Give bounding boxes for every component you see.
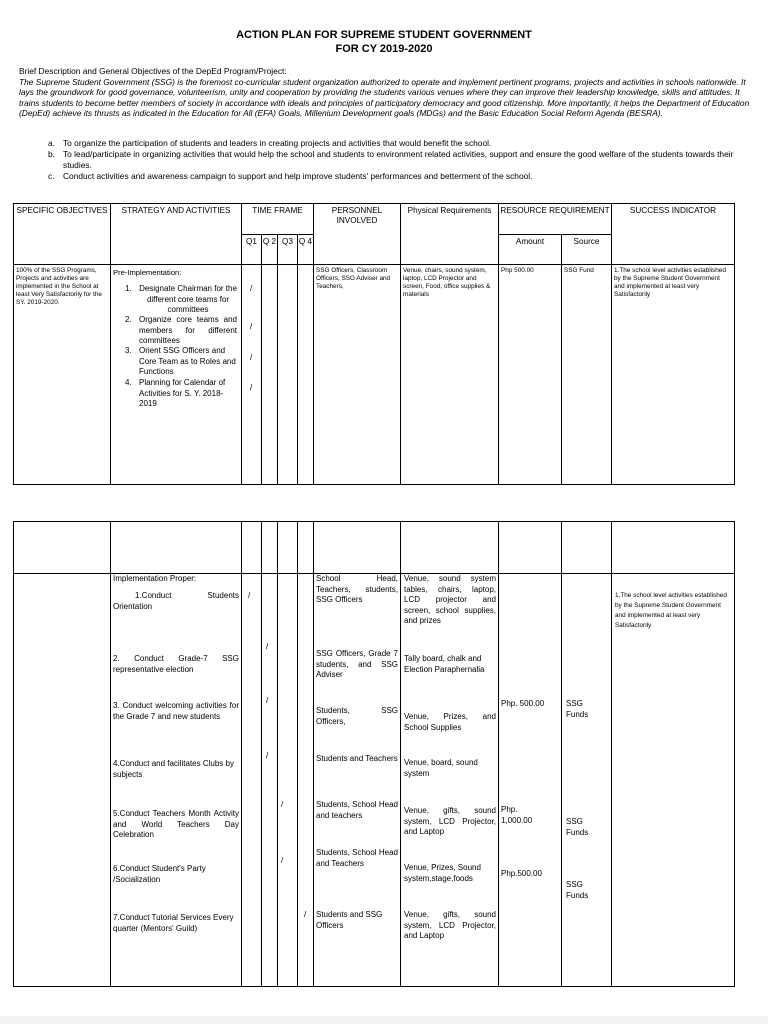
blank-cell (298, 522, 314, 574)
pre-success-cell (612, 265, 735, 485)
blank-cell (562, 522, 612, 574)
pre-objective-text: 100% of the SSG Programs, Projects and activities are implemented in the School at least Very Satisfactorily for the SY. 2019-2020. (16, 267, 102, 306)
header-resource: RESOURCE REQUIREMENT (499, 204, 612, 235)
impl-physical: Venue, Prizes, and School Supplies (404, 712, 496, 732)
pre-item: 1. Designate Chairman for the different core teams for committees (125, 284, 237, 314)
impl-source: SSG Funds (566, 880, 589, 900)
blank-cell (14, 522, 111, 574)
pre-q2-cell (262, 265, 278, 485)
impl-q4-cell (298, 574, 314, 987)
objective-mark: c. (48, 171, 55, 181)
impl-amount: Php. 1,000.00 (501, 805, 533, 825)
header-success-indicator: SUCCESS INDICATOR (612, 204, 735, 265)
tick-mark: / (304, 910, 307, 920)
objective-text: To organize the participation of students and leaders in creating projects and activities that would benefit the school. (63, 138, 492, 148)
header-personnel: PERSONNEL INVOLVED (314, 204, 401, 265)
header-q3: Q3 (278, 235, 298, 265)
pre-objective-cell (14, 265, 111, 485)
impl-activity: 6.Conduct Student's Party /Socialization (113, 864, 206, 884)
impl-activity: 1.Conduct Students Orientation (113, 591, 239, 611)
brief-description (19, 66, 754, 119)
impl-physical: Venue, board, sound system (404, 758, 478, 778)
pre-item: 2. Organize core teams and members for different committees (125, 315, 237, 345)
header-q2: Q 2 (262, 235, 278, 265)
impl-personnel-cell (314, 574, 401, 987)
impl-q3-cell (278, 574, 298, 987)
impl-amount: Php.500.00 (501, 869, 542, 879)
brief-label: Brief Description and General Objectives of the DepEd Program/Project: (19, 66, 287, 76)
blank-cell (314, 522, 401, 574)
blank-cell (242, 522, 262, 574)
impl-physical: Venue, Prizes, Sound system,stage,foods (404, 863, 481, 883)
pre-physical-text: Venue, chairs, sound system, laptop, LCD Projector and screen, Food, office supplies & materials (403, 267, 491, 298)
page-footer-strip (0, 1016, 768, 1024)
impl-amount-cell (499, 574, 562, 987)
header-time-frame: TIME FRAME (242, 204, 314, 235)
objective-text: Conduct activities and awareness campaign to support and help improve students' performances and betterment of the school. (63, 171, 533, 181)
blank-cell (499, 522, 562, 574)
impl-activity: 2. Conduct Grade-7 SSG representative election (113, 654, 239, 674)
tick-mark: / (266, 696, 269, 706)
pre-item: 4. Planning for Calendar of Activities for S. Y. 2018-2019 (125, 378, 226, 408)
tick-mark: / (250, 284, 253, 293)
header-source: Source (562, 235, 612, 265)
objective-item (48, 171, 753, 182)
impl-source: SSG Funds (566, 817, 589, 837)
blank-cell (111, 522, 242, 574)
blank-cell (401, 522, 499, 574)
tick-mark: / (281, 856, 284, 866)
document-title: ACTION PLAN FOR SUPREME STUDENT GOVERNMENT (236, 29, 532, 41)
impl-physical: Venue, sound system tables, chairs, laptop, LCD projector and screen, school supplies, and prizes (404, 574, 496, 626)
brief-text: The Supreme Student Government (SSG) is the foremost co-curricular student organization authorized to operate and implement pertinent programs, projects and activities in schools nationwide. It lays the groundwork for good governance, volunteerism, unity and cooperation by providing the students various venues where they can improve their leadership knowledge, skills and attitudes. It trains students to become better members of society in accordance with ideals and principles of participatory democracy and good citizenship. More importantly, it helps the Department of Education (DepEd) achieve its thrusts as indicated in the Education for All (EFA) Goals, Millenium Development goals (MDGs) and the Basic Education Social Reform Agenda (BESRA). (19, 76, 750, 119)
tick-mark: / (250, 353, 253, 362)
tick-mark: / (266, 642, 269, 652)
blank-cell (262, 522, 278, 574)
impl-q2-cell (262, 574, 278, 987)
pre-amount-text: Php 500.00 (501, 267, 534, 274)
impl-source-cell (562, 574, 612, 987)
impl-success-text: 1.The school level activities established by the Supreme Student Government and implemented at least very Satisfactorily (615, 592, 727, 630)
objective-item (48, 149, 753, 171)
impl-heading: Implementation Proper: (113, 574, 197, 584)
objective-text: To lead/participate in organizing activities that would help the school and students to environment related activities, support and ensure the good welfare of the students towards their studies. (63, 149, 734, 170)
impl-activity: 3. Conduct welcoming activities for the Grade 7 and new students (113, 701, 239, 721)
header-specific-objectives: SPECIFIC OBJECTIVES (14, 204, 111, 265)
header-q4: Q 4 (298, 235, 314, 265)
document-subtitle: FOR CY 2019-2020 (335, 43, 433, 55)
impl-activity: 7.Conduct Tutorial Services Every quarter (Mentors' Guild) (113, 913, 234, 933)
tick-mark: / (281, 800, 284, 810)
objective-item (48, 138, 753, 149)
pre-q3-cell (278, 265, 298, 485)
pre-personnel-cell (314, 265, 401, 485)
general-objectives-list (48, 138, 753, 182)
impl-physical: Tally board, chalk and Election Paraphernalia (404, 654, 485, 674)
impl-source: SSG Funds (566, 699, 589, 719)
impl-personnel: Students, School Head and Teachers (316, 848, 398, 868)
impl-activity: 4.Conduct and facilitates Clubs by subjects (113, 759, 234, 779)
header-q1: Q1 (242, 235, 262, 265)
impl-physical-cell (401, 574, 499, 987)
pre-item: 3. Orient SSG Officers and Core Team as to Roles and Functions (125, 346, 236, 376)
impl-success-cell (612, 574, 735, 987)
impl-personnel: Students, SSG Officers, (316, 706, 398, 726)
pre-personnel-text: SSG Officers, Classroom Officers, SSG Adviser and Teachers, (316, 267, 391, 290)
pre-source-cell (562, 265, 612, 485)
tick-mark: / (250, 322, 253, 331)
impl-activity: 5.Conduct Teachers Month Activity and World Teachers Day Celebration (113, 809, 239, 840)
header-physical: Physical Requirements (401, 204, 499, 265)
impl-amount: Php. 500.00 (501, 699, 545, 709)
action-plan-table-page2 (13, 521, 735, 987)
pre-amount-cell (499, 265, 562, 485)
tick-mark: / (266, 751, 269, 761)
impl-personnel: Students, School Head and teachers (316, 800, 398, 820)
impl-q1-cell (242, 574, 262, 987)
objective-mark: a. (48, 138, 55, 148)
header-amount: Amount (499, 235, 562, 265)
pre-q1-cell (242, 265, 262, 485)
impl-personnel: Students and Teachers (316, 754, 398, 764)
pre-strategy-cell (111, 265, 242, 485)
impl-strategy-cell (111, 574, 242, 987)
impl-personnel: School Head, Teachers, students, SSG Officers (316, 574, 398, 605)
pre-success-text: 1.The school level activities established by the Supreme Student Government and implemented at least very Satisfactorily (614, 267, 726, 298)
tick-mark: / (250, 383, 253, 392)
impl-physical: Venue, gifts, sound system, LCD Projector, and Laptop (404, 910, 496, 941)
tick-mark: / (248, 591, 251, 601)
impl-objective-cell (14, 574, 111, 987)
pre-q4-cell (298, 265, 314, 485)
pre-physical-cell (401, 265, 499, 485)
blank-cell (278, 522, 298, 574)
objective-mark: b. (48, 149, 55, 159)
blank-cell (612, 522, 735, 574)
pre-source-text: SSG Fund (564, 267, 594, 274)
impl-personnel: Students and SSG Officers (316, 910, 383, 930)
impl-personnel: SSG Officers, Grade 7 students, and SSG Adviser (316, 649, 398, 680)
header-strategy: STRATEGY AND ACTIVITIES (111, 204, 242, 265)
action-plan-table-page1 (13, 203, 735, 485)
pre-heading: Pre-Implementation: (113, 268, 182, 277)
impl-physical: Venue, gifts, sound system, LCD Projector, and Laptop (404, 806, 496, 837)
